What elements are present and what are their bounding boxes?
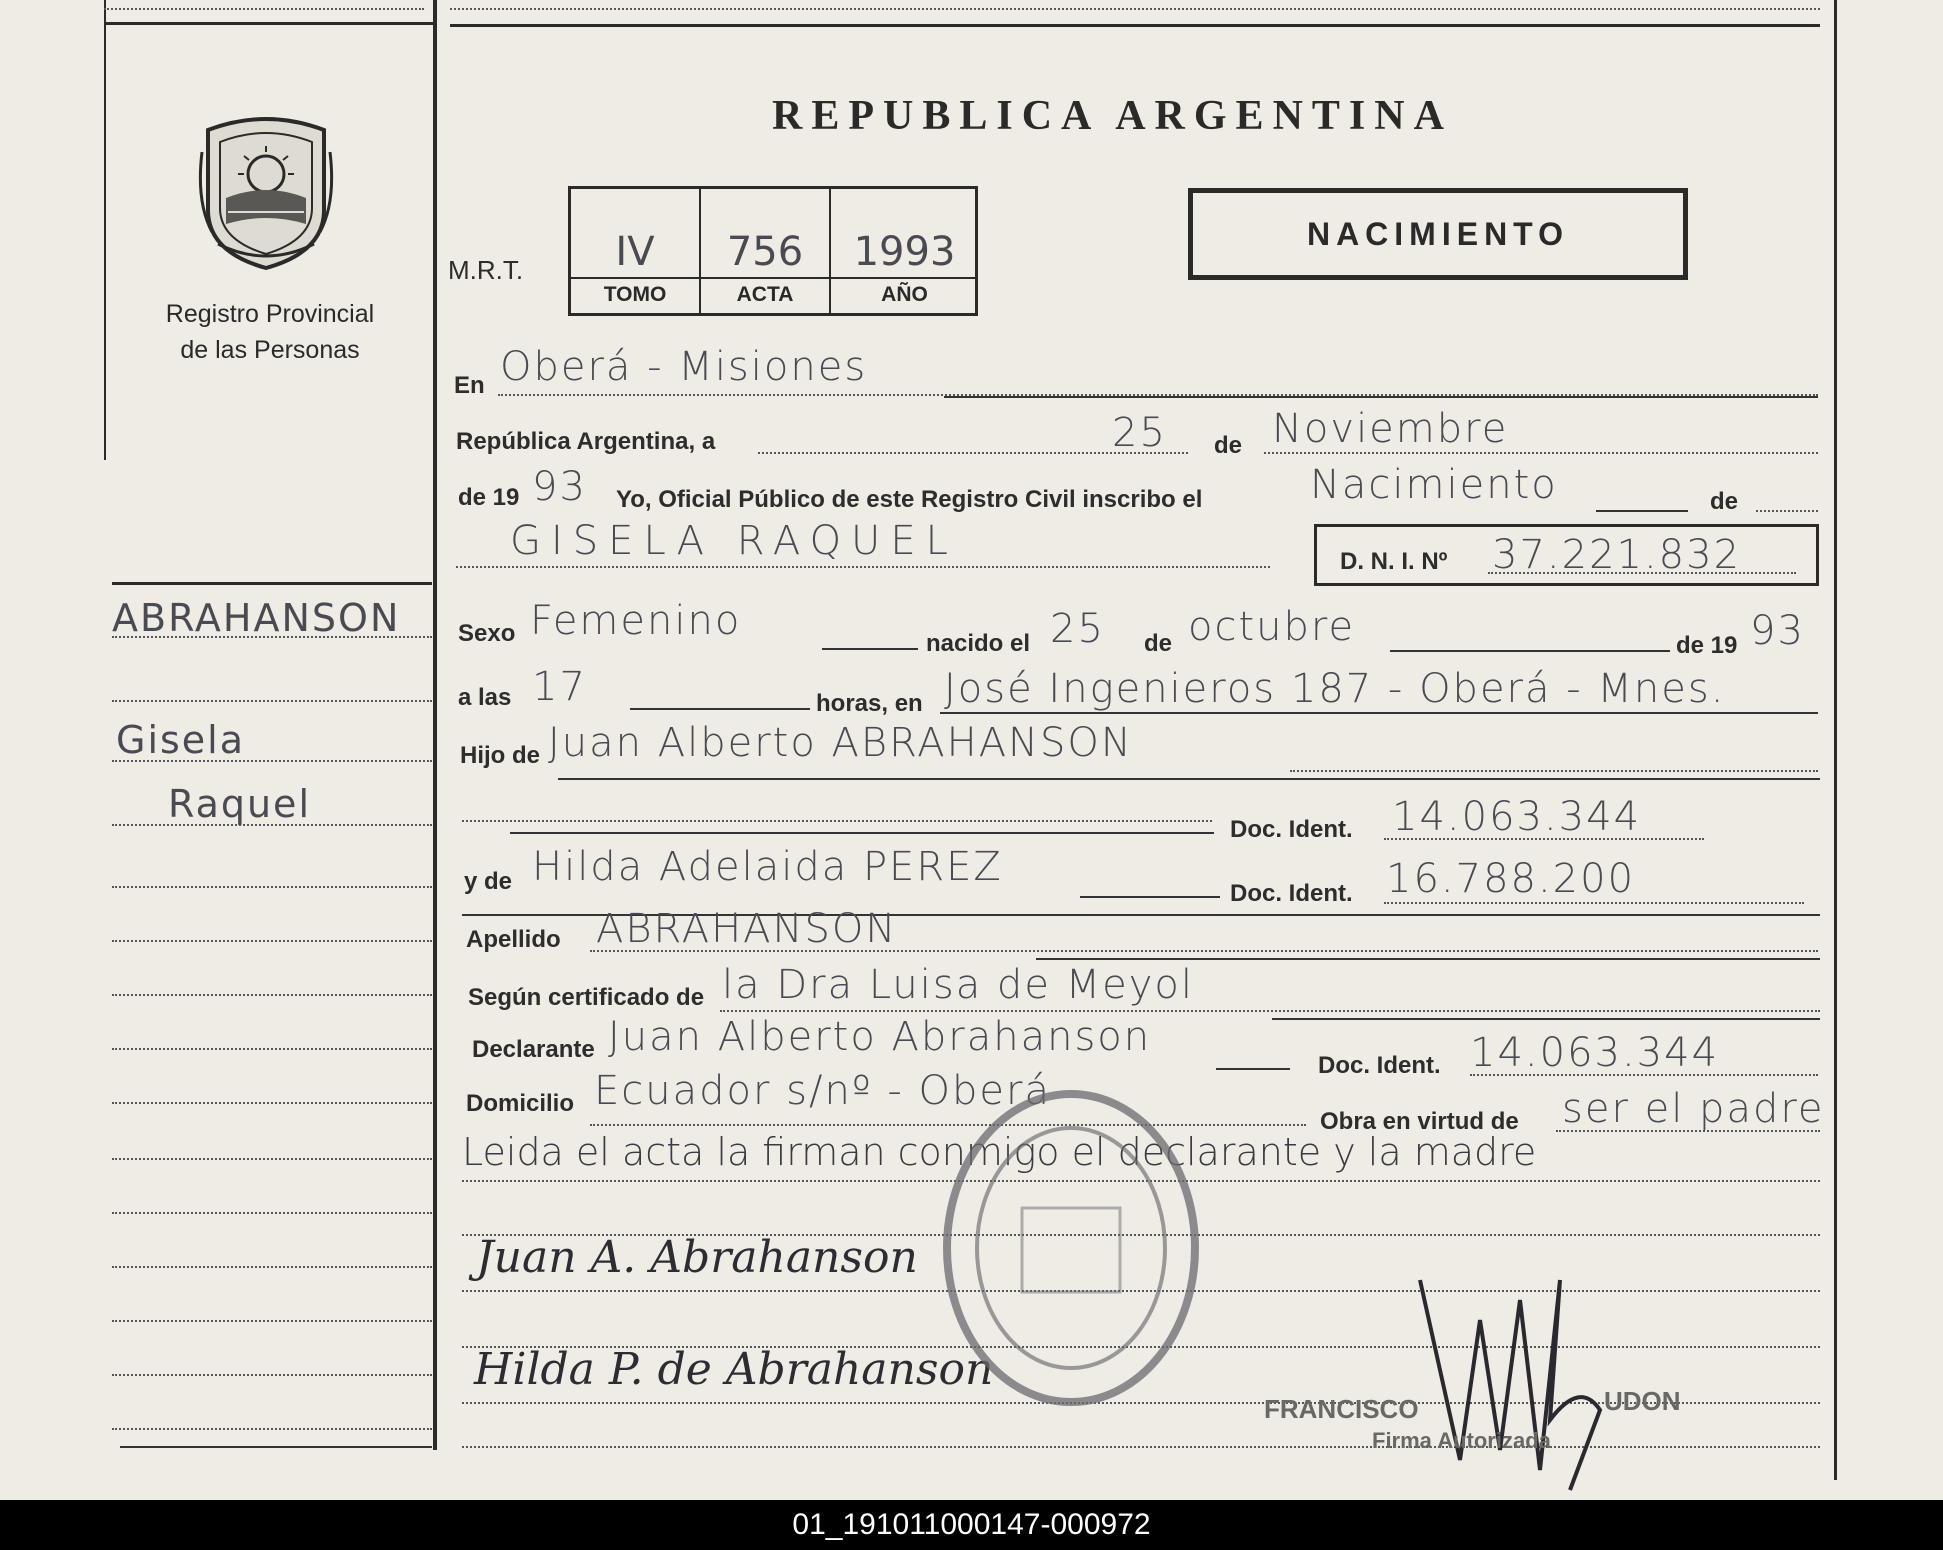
country-title: REPUBLICA ARGENTINA	[772, 93, 1453, 139]
margin-line-14	[112, 1374, 432, 1376]
label-yo: Yo, Oficial Público de este Registro Civil inscribo el	[616, 486, 1203, 513]
value-obra: ser el padre	[1562, 1086, 1825, 1132]
label-a-las: a las	[458, 684, 512, 711]
line-apellido-solid	[1036, 958, 1820, 960]
margin-line-13	[112, 1320, 432, 1322]
value-padre: Juan Alberto ABRAHANSON	[548, 720, 1133, 766]
label-y-de: y de	[464, 868, 513, 895]
value-madre-doc: 16.788.200	[1386, 856, 1636, 902]
provincial-emblem-icon	[198, 112, 334, 270]
label-en: En	[454, 372, 485, 399]
record-number-box	[568, 186, 978, 316]
line-declarante-doc	[1470, 1074, 1818, 1076]
line-certificado-solid	[1272, 1018, 1820, 1020]
margin-line-5	[112, 886, 432, 888]
ano-value: 1993	[853, 229, 956, 275]
signer-name-end: UDON	[1604, 1386, 1681, 1416]
registry-line-1: Registro Provincial	[165, 300, 375, 328]
label-doc-declarante: Doc. Ident.	[1318, 1052, 1441, 1079]
line-de-end	[1756, 510, 1818, 512]
margin-line-15	[112, 1428, 432, 1430]
signature-padre: Juan A. Abrahanson	[476, 1232, 918, 1283]
tomo-box-divider	[571, 277, 975, 279]
margin-line-1	[112, 636, 432, 638]
margin-line-11	[112, 1212, 432, 1214]
value-nota: Leida el acta la firman conmigo el declarante y la madre	[462, 1130, 1537, 1174]
act-type-box	[1188, 188, 1688, 280]
acta-value: 756	[726, 229, 804, 275]
margin-line-10	[112, 1158, 432, 1160]
margin-line-12	[112, 1266, 432, 1268]
line-madre	[1080, 896, 1220, 898]
authorized-signature	[1400, 1260, 1620, 1500]
line-sexo	[822, 648, 918, 650]
margin-line-7	[112, 994, 432, 996]
label-apellido: Apellido	[466, 926, 561, 953]
value-nac-mes: octubre	[1188, 604, 1356, 650]
label-hijo-de: Hijo de	[460, 742, 541, 769]
signer-name-start: FRANCISCO	[1264, 1394, 1419, 1424]
line-padre	[558, 778, 1820, 780]
registry-name	[150, 296, 390, 368]
acta-label: ACTA	[736, 283, 794, 306]
value-domicilio: Ecuador s/nº - Oberá	[594, 1068, 1051, 1114]
line-padre-doc	[1384, 838, 1704, 840]
value-declarante: Juan Alberto Abrahanson	[608, 1014, 1152, 1060]
value-padre-doc: 14.063.344	[1392, 794, 1642, 840]
label-nacido-el: nacido el	[926, 630, 1031, 657]
top-rule-right	[450, 24, 1820, 27]
value-dni: 37.221.832	[1492, 532, 1742, 578]
line-madre-doc	[1384, 902, 1804, 904]
margin-line-3	[112, 760, 432, 762]
ano-label: AÑO	[881, 283, 928, 306]
value-sexo: Femenino	[530, 598, 742, 644]
label-de-end: de	[1710, 488, 1739, 515]
line-dni	[1488, 572, 1796, 574]
column-divider	[433, 0, 437, 1450]
label-obra: Obra en virtud de	[1320, 1108, 1519, 1135]
label-republica: República Argentina, a	[456, 428, 716, 455]
label-domicilio: Domicilio	[466, 1090, 575, 1117]
line-padre-cont-solid	[510, 832, 1214, 834]
margin-line-6	[112, 940, 432, 942]
line-nac-mes	[1390, 650, 1670, 652]
margin-line-8	[112, 1048, 432, 1050]
label-segun: Según certificado de	[468, 984, 705, 1011]
tomo-label: TOMO	[603, 283, 667, 306]
line-obra	[1556, 1130, 1820, 1132]
line-lugar-nac	[940, 712, 1818, 714]
value-tipo: Nacimiento	[1310, 462, 1558, 508]
label-de-mes: de	[1214, 432, 1243, 459]
official-seal-stamp	[942, 1088, 1200, 1408]
label-de-nac-mes: de	[1144, 630, 1173, 657]
value-declarante-doc: 14.063.344	[1470, 1030, 1720, 1076]
image-code-bar	[0, 1500, 1943, 1550]
line-apellido	[590, 950, 1818, 952]
firma-autorizada: Firma Autorizada	[1372, 1428, 1551, 1453]
value-dia: 25	[1112, 410, 1167, 456]
label-de19: de 19	[458, 484, 520, 511]
left-section-rule	[112, 582, 432, 585]
acta-cell	[701, 189, 831, 313]
act-type-label: NACIMIENTO	[1306, 216, 1570, 252]
line-tipo	[1596, 510, 1688, 512]
label-doc-madre: Doc. Ident.	[1230, 880, 1353, 907]
value-lugar-nac: José Ingenieros 187 - Oberá - Mnes.	[944, 666, 1726, 712]
line-padre-cont	[462, 820, 1212, 822]
line-lugar-end	[944, 396, 1818, 398]
value-madre: Hilda Adelaida PEREZ	[532, 844, 1003, 890]
margin-name-2: Raquel	[168, 782, 311, 826]
label-declarante: Declarante	[472, 1036, 595, 1063]
top-dots-right	[450, 8, 1820, 10]
top-dots-left	[104, 8, 424, 10]
mrt-label: M.R.T.	[448, 255, 524, 285]
line-declarante	[1216, 1068, 1290, 1070]
line-hora	[630, 708, 810, 710]
value-certificado: la Dra Luisa de Meyol	[722, 962, 1195, 1008]
value-ano2: 93	[532, 464, 587, 510]
value-lugar: Oberá - Misiones	[500, 344, 868, 390]
right-border	[1834, 0, 1837, 1480]
registry-line-2: de las Personas	[180, 336, 360, 364]
tomo-value: IV	[615, 229, 655, 275]
margin-surname: ABRAHANSON	[112, 596, 401, 640]
label-doc-padre: Doc. Ident.	[1230, 816, 1353, 843]
margin-name-1: Gisela	[116, 718, 246, 762]
tomo-cell	[571, 189, 701, 313]
margin-line-9	[112, 1102, 432, 1104]
value-apellido: ABRAHANSON	[596, 906, 898, 952]
label-horas-en: horas, en	[816, 690, 923, 717]
value-mes: Noviembre	[1272, 406, 1509, 452]
left-margin-line	[104, 0, 106, 460]
line-nombre	[456, 566, 1270, 568]
label-dni: D. N. I. Nº	[1340, 548, 1448, 575]
value-nombre: GISELA RAQUEL	[510, 518, 958, 564]
top-rule-left	[104, 22, 434, 25]
value-hora: 17	[532, 664, 587, 710]
label-de-19-nac: de 19	[1676, 632, 1738, 659]
value-nac-dia: 25	[1050, 606, 1105, 652]
line-padre-2	[1290, 770, 1818, 772]
line-certificado	[720, 1010, 1820, 1012]
margin-line-2	[112, 700, 432, 702]
line-mes	[1264, 452, 1818, 454]
value-nac-ano: 93	[1750, 608, 1805, 654]
image-code: 01_191011000147-000972	[792, 1508, 1151, 1541]
margin-bottom-rule	[120, 1446, 432, 1448]
label-sexo: Sexo	[458, 620, 516, 647]
margin-line-4	[112, 824, 432, 826]
signature-madre: Hilda P. de Abrahanson	[474, 1344, 994, 1395]
ano-cell	[831, 189, 978, 313]
